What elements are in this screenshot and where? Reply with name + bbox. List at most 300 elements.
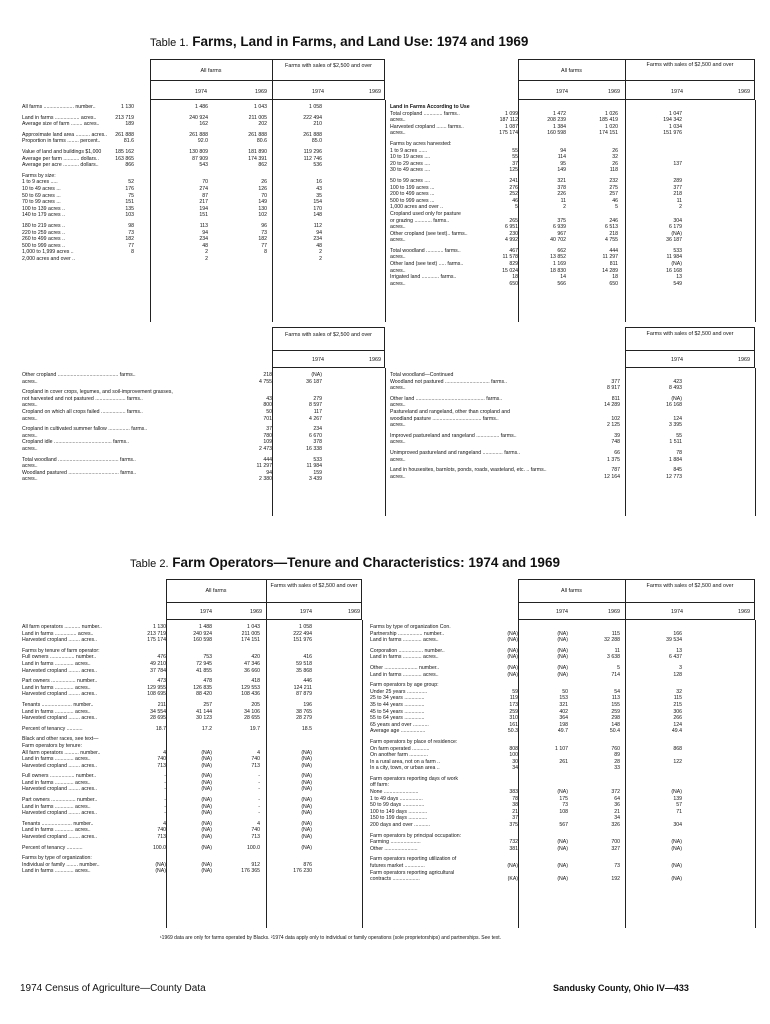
- cell-value: 112 746: [303, 155, 322, 162]
- row-label: Average size of farm ........ acres..: [22, 121, 100, 128]
- row-label: All farms ..................... number..: [22, 104, 96, 110]
- cell-value: 6 939: [553, 224, 566, 231]
- cell-value: 194 342: [663, 117, 682, 124]
- table-row: [22, 804, 362, 811]
- row-label: contracts ...................: [370, 876, 420, 883]
- row-label: Harvested cropland ........ acres..: [22, 786, 97, 793]
- cell-value: 423: [673, 378, 682, 385]
- row-label: Harvested cropland ........ acres..: [22, 762, 97, 769]
- cell-value: 1 488: [199, 624, 212, 630]
- cell-value: 135: [125, 205, 134, 212]
- row-label: acres..: [390, 402, 406, 409]
- cell-value: 119: [509, 695, 518, 702]
- row-label: acres..: [22, 402, 38, 409]
- t1-left-hdr-all: All farms: [200, 68, 222, 74]
- cell-value: 787: [611, 467, 620, 474]
- cell-value: 1 130: [121, 104, 134, 110]
- cell-value: 49.4: [671, 728, 682, 735]
- table-row: [22, 236, 384, 243]
- cell-value: 8: [264, 249, 267, 256]
- row-label: 180 to 219 acres ..: [22, 222, 65, 229]
- table-row: [370, 782, 754, 789]
- cell-value: (NA): [671, 839, 682, 846]
- cell-value: 87 879: [296, 691, 312, 698]
- t2-right-hdr-all: All farms: [561, 588, 582, 594]
- row-label: Improved pastureland and rangeland ................ farms..: [390, 432, 517, 439]
- cell-value: 780: [263, 432, 272, 439]
- cell-value: 108 436: [241, 691, 260, 698]
- cell-value: 473: [157, 678, 166, 685]
- cell-value: 377: [673, 184, 682, 191]
- cell-value: 151: [125, 199, 134, 206]
- row-label: acres..: [22, 415, 38, 422]
- cell-value: 2: [679, 204, 682, 211]
- row-label: Value of land and buildings $1,000: [22, 148, 102, 155]
- cell-value: 174 151: [599, 130, 618, 137]
- cell-value: 740: [157, 827, 166, 834]
- row-label: In a rural area, not on a farm ..: [370, 758, 441, 765]
- cell-value: 713: [157, 834, 166, 841]
- cell-value: 113: [199, 222, 208, 229]
- table-row: [390, 117, 754, 124]
- table-row: [22, 372, 384, 379]
- table-row: [22, 648, 362, 655]
- t1-left-y3: 1974: [312, 89, 324, 95]
- cell-value: 13 852: [550, 254, 566, 261]
- cell-value: 70: [202, 179, 208, 186]
- table-row: [22, 243, 384, 250]
- cell-value: 1 472: [553, 110, 566, 117]
- cell-value: 102: [611, 415, 620, 422]
- table-row: [22, 446, 384, 453]
- cell-value: 175 174: [147, 637, 166, 644]
- cell-value: 40 702: [550, 237, 566, 244]
- table-row: [390, 198, 754, 205]
- table-row: [22, 433, 384, 440]
- cell-value: (NA): [507, 654, 518, 661]
- row-label: Other land (see text) ..... farms..: [390, 261, 464, 268]
- table-row: [390, 254, 754, 261]
- table-row: [370, 789, 754, 796]
- table2-title: [130, 555, 560, 570]
- cell-value: -: [164, 779, 166, 786]
- row-label: Farm operators reporting days of work: [370, 775, 458, 782]
- cell-value: 13: [676, 274, 682, 281]
- cell-value: 650: [509, 280, 518, 287]
- cell-value: 375: [557, 217, 566, 224]
- row-label: acres..: [390, 456, 406, 463]
- cell-value: 108: [559, 808, 568, 815]
- cell-value: 34: [614, 815, 620, 822]
- table-row: [22, 132, 384, 139]
- cell-value: 46: [512, 197, 518, 204]
- cell-value: 119 296: [303, 148, 322, 155]
- cell-value: 103: [125, 212, 134, 219]
- t1-right-body: [390, 104, 754, 287]
- cell-value: 14: [560, 274, 566, 281]
- cell-value: 279: [313, 395, 322, 402]
- cell-value: 3 439: [309, 476, 322, 483]
- cell-value: 1 026: [605, 110, 618, 117]
- table-row: [22, 426, 384, 433]
- cell-value: 11 984: [666, 254, 682, 261]
- cell-value: (NA): [201, 827, 212, 834]
- row-label: Woodland not pastured ............................... farms..: [390, 378, 507, 385]
- cell-value: 28 655: [244, 715, 260, 722]
- cell-value: 4: [163, 749, 166, 756]
- row-label: 1,000 to 1,999 acres ..: [22, 249, 74, 256]
- cell-value: 151 976: [293, 637, 312, 644]
- cell-value: 59 518: [296, 660, 312, 667]
- t1-lr-y2: 1969: [738, 357, 750, 363]
- cell-value: 16 338: [306, 445, 322, 452]
- cell-value: 321: [559, 701, 568, 708]
- row-label: acres..: [390, 422, 406, 429]
- cell-value: 306: [673, 708, 682, 715]
- row-label: 140 to 179 acres ..: [22, 212, 65, 219]
- cell-value: -: [258, 786, 260, 793]
- cell-value: 49 210: [150, 660, 166, 667]
- row-label: Harvested cropland ........ acres..: [22, 834, 97, 841]
- cell-value: 208 239: [547, 117, 566, 124]
- cell-value: -: [258, 797, 260, 804]
- cell-value: -: [164, 810, 166, 817]
- cell-value: 50: [266, 408, 272, 415]
- row-label: acres..: [22, 378, 38, 385]
- row-label: acres..: [390, 385, 406, 392]
- table-row: [370, 759, 754, 766]
- cell-value: 1 486: [195, 104, 208, 110]
- cell-value: 48: [316, 242, 322, 249]
- cell-value: 241: [509, 177, 518, 184]
- table-row: [370, 746, 754, 753]
- cell-value: 114: [557, 154, 566, 161]
- cell-value: 78: [512, 795, 518, 802]
- cell-value: 173: [509, 701, 518, 708]
- cell-value: 444: [609, 247, 618, 254]
- row-label: Proportion in farms ........ percent..: [22, 138, 101, 145]
- cell-value: 96: [261, 222, 267, 229]
- cell-value: 108 695: [147, 691, 166, 698]
- table-row: [22, 834, 362, 841]
- cell-value: 6 437: [669, 654, 682, 661]
- table-row: [22, 855, 362, 862]
- cell-value: 8 597: [309, 402, 322, 409]
- table1-number: Table 1.: [150, 37, 189, 49]
- cell-value: 30 123: [196, 715, 212, 722]
- cell-value: (NA): [557, 647, 568, 654]
- table-row: [390, 422, 754, 429]
- t1-left-y1: 1974: [195, 89, 207, 95]
- cell-value: 650: [609, 280, 618, 287]
- row-label: Farms by type of organization Con.: [370, 624, 451, 630]
- cell-value: 4: [257, 820, 260, 827]
- cell-value: 153: [559, 695, 568, 702]
- cell-value: 154: [313, 199, 322, 206]
- t1-lower-left-body: [22, 372, 384, 483]
- cell-value: 257: [609, 191, 618, 198]
- cell-value: (NA): [201, 844, 212, 851]
- cell-value: 375: [509, 822, 518, 829]
- row-label: In a city, town, or urban area ..: [370, 765, 440, 772]
- row-label: 1 to 9 acres .....: [22, 179, 58, 186]
- t2-right-body: [370, 624, 754, 883]
- cell-value: 252: [509, 191, 518, 198]
- cell-value: 124: [673, 721, 682, 728]
- row-label: Farm operators reporting agricultural: [370, 869, 455, 876]
- cell-value: 760: [611, 745, 620, 752]
- table-row: [22, 821, 362, 828]
- cell-value: 4: [163, 820, 166, 827]
- table-row: [22, 416, 384, 423]
- cell-value: 662: [557, 247, 566, 254]
- cell-value: 3: [679, 664, 682, 671]
- cell-value: 18: [612, 274, 618, 281]
- cell-value: 5: [515, 204, 518, 211]
- row-label: Land in farms ............. acres..: [370, 654, 439, 661]
- cell-value: 87 909: [192, 155, 208, 162]
- cell-value: 845: [673, 467, 682, 474]
- cell-value: 275: [609, 184, 618, 191]
- row-label: Farms by tenure of farm operator:: [22, 647, 100, 654]
- cell-value: 77: [128, 242, 134, 249]
- table-row: [22, 149, 384, 156]
- cell-value: 566: [557, 280, 566, 287]
- table-row: [390, 191, 754, 198]
- row-label: 1,000 acres and over ..: [390, 204, 444, 211]
- cell-value: 151: [199, 212, 208, 219]
- table-row: [390, 185, 754, 192]
- cell-value: 163 865: [115, 155, 134, 162]
- row-label: 25 to 34 years ..............: [370, 695, 425, 702]
- row-label: 35 to 44 years ..............: [370, 701, 425, 708]
- cell-value: 740: [251, 827, 260, 834]
- cell-value: 2: [563, 204, 566, 211]
- cell-value: 14 289: [604, 402, 620, 409]
- cell-value: 185 419: [599, 117, 618, 124]
- t2-left-body: [22, 624, 362, 875]
- row-label: Percent of tenancy ...........: [22, 725, 83, 732]
- row-label: acres..: [22, 476, 38, 483]
- cell-value: 33: [614, 765, 620, 772]
- cell-value: (NA): [311, 372, 322, 378]
- table-row: [22, 402, 384, 409]
- row-label: acres..: [390, 117, 406, 124]
- row-label: acres..: [390, 224, 406, 231]
- row-label: Full owners ................. number..: [22, 654, 97, 661]
- table-row: [370, 728, 754, 735]
- cell-value: (NA): [201, 786, 212, 793]
- row-label: Tenants ..................... number..: [22, 701, 94, 708]
- cell-value: 2 473: [259, 445, 272, 452]
- row-label: acres..: [390, 267, 406, 274]
- t1-lower-right-body: [390, 372, 754, 480]
- table-row: [22, 206, 384, 213]
- cell-value: 32: [676, 688, 682, 695]
- cell-value: 12 773: [666, 473, 682, 480]
- cell-value: 549: [673, 280, 682, 287]
- table-row: [22, 156, 384, 163]
- cell-value: 47 346: [244, 660, 260, 667]
- cell-value: 112: [313, 222, 322, 229]
- row-label: Part owners ................. number..: [22, 678, 98, 685]
- cell-value: 130 809: [189, 148, 208, 155]
- row-label: woodland pasture .................................. farms..: [390, 415, 499, 422]
- row-label: Total woodland .......................................... farms..: [22, 456, 136, 463]
- cell-value: 166: [673, 630, 682, 637]
- cell-value: 1 884: [669, 456, 682, 463]
- cell-value: 170: [313, 205, 322, 212]
- cell-value: 55: [676, 432, 682, 439]
- cell-value: 85.0: [311, 138, 322, 145]
- t2-left-y3: 1974: [300, 609, 312, 615]
- table-row: [22, 379, 384, 386]
- cell-value: (NA): [557, 789, 568, 796]
- cell-value: 2: [319, 255, 322, 262]
- cell-value: 240 924: [189, 114, 208, 121]
- table-row: [390, 124, 754, 131]
- row-label: 200 days and over ...........: [370, 822, 430, 829]
- cell-value: 1 034: [669, 123, 682, 130]
- cell-value: 92.0: [197, 138, 208, 145]
- table-row: [22, 654, 362, 661]
- cell-value: 36 187: [666, 237, 682, 244]
- cell-value: -: [164, 803, 166, 810]
- cell-value: 73: [614, 863, 620, 869]
- table-row: [370, 833, 754, 840]
- table-row: [390, 396, 754, 403]
- row-label: 150 to 199 days .............: [370, 815, 428, 822]
- cell-value: 478: [203, 678, 212, 685]
- cell-value: 66: [614, 449, 620, 456]
- t2-left-y2: 1969: [250, 609, 262, 615]
- cell-value: 43: [266, 395, 272, 402]
- cell-value: 372: [611, 789, 620, 796]
- row-label: Percent of tenancy ...........: [22, 844, 83, 851]
- row-label: not harvested and not pastured ..................... farms..: [22, 395, 143, 402]
- table-row: [370, 870, 754, 877]
- row-label: On farm operated ............: [370, 745, 430, 752]
- t2-left-hdr-sales: Farms with sales of $2,500 and over: [270, 583, 358, 589]
- table-row: [22, 661, 362, 668]
- cell-value: 276: [509, 184, 518, 191]
- table-row: [390, 439, 754, 446]
- cell-value: 126: [258, 185, 267, 192]
- cell-value: 2 380: [259, 476, 272, 483]
- table-row: [370, 672, 754, 679]
- t2-left-y1: 1974: [200, 609, 212, 615]
- table-row: [22, 691, 362, 698]
- table-row: [390, 231, 754, 238]
- cell-value: 34 554: [150, 708, 166, 715]
- row-label: Farm operators by tenure:: [22, 742, 82, 749]
- t1-left-y4: 1969: [369, 89, 381, 95]
- cell-value: 11: [560, 197, 566, 204]
- cell-value: 176 365: [241, 868, 260, 875]
- table-row: [22, 797, 362, 804]
- cell-value: 128: [673, 671, 682, 678]
- cell-value: (NA): [557, 876, 568, 883]
- cell-value: 259: [509, 708, 518, 715]
- row-label: 100 to 149 days .............: [370, 808, 428, 815]
- cell-value: 289: [673, 177, 682, 184]
- cell-value: 80.6: [256, 138, 267, 145]
- table-row: [370, 637, 754, 644]
- cell-value: 868: [673, 745, 682, 752]
- cell-value: 298: [611, 715, 620, 722]
- table-row: [390, 161, 754, 168]
- table-row: [390, 130, 754, 137]
- table-row: [22, 726, 362, 733]
- row-label: 10 to 49 acres ...: [22, 185, 61, 192]
- row-label: None ........................: [370, 789, 419, 796]
- cell-value: 41 855: [196, 667, 212, 674]
- t1-right-y3: 1974: [671, 89, 683, 95]
- table-row: [370, 822, 754, 829]
- row-label: Cropland used only for pasture: [390, 210, 461, 217]
- cell-value: 866: [125, 162, 134, 169]
- cell-value: 139: [673, 795, 682, 802]
- row-label: Other .......................: [370, 845, 418, 852]
- row-label: Total woodland ............ farms..: [390, 247, 461, 254]
- cell-value: 94: [316, 229, 322, 236]
- cell-value: 16 168: [666, 402, 682, 409]
- cell-value: (NA): [201, 779, 212, 786]
- cell-value: 37: [266, 426, 272, 433]
- table-row: [22, 702, 362, 709]
- row-label: 1 to 9 acres ......: [390, 147, 428, 154]
- table-row: [370, 796, 754, 803]
- row-label: 45 to 54 years ..............: [370, 708, 425, 715]
- t1-ll-hdr-sales: Farms with sales of $2,500 and over: [285, 332, 372, 338]
- row-label: 500 to 999 acres ...: [390, 197, 435, 204]
- row-label: 50 to 99 acres ....: [390, 177, 431, 184]
- cell-value: 43: [316, 185, 322, 192]
- row-label: Under 25 years ..............: [370, 688, 428, 695]
- row-label: Land in farms ............. acres..: [22, 660, 91, 667]
- cell-value: 5: [615, 204, 618, 211]
- t2-right-y2: 1969: [608, 609, 620, 615]
- table-row: [22, 845, 362, 852]
- cell-value: 218: [263, 372, 272, 378]
- cell-value: 77: [261, 242, 267, 249]
- t2-right-y1: 1974: [556, 609, 568, 615]
- cell-value: 129 955: [147, 684, 166, 691]
- cell-value: 73: [128, 229, 134, 236]
- cell-value: 261 888: [303, 131, 322, 138]
- row-label: Land in farms ............. acres..: [22, 868, 91, 875]
- cell-value: 257: [203, 701, 212, 708]
- table-row: [370, 654, 754, 661]
- row-label: Land in farms ............. acres..: [22, 684, 91, 691]
- t1-right-hdr-sales: Farms with sales of $2,500 and over: [646, 62, 734, 68]
- cell-value: 115: [611, 630, 620, 637]
- cell-value: (NA): [301, 803, 312, 810]
- row-label: 500 to 999 acres ..: [22, 242, 65, 249]
- cell-value: 181 890: [248, 148, 267, 155]
- cell-value: 1 058: [309, 104, 322, 110]
- row-label: Farms by acres harvested:: [390, 140, 452, 147]
- cell-value: 36: [614, 802, 620, 809]
- row-label: Harvested cropland ........ acres..: [22, 810, 97, 817]
- cell-value: 1 384: [553, 123, 566, 130]
- table-row: [390, 261, 754, 268]
- cell-value: 11: [614, 647, 620, 654]
- cell-value: 713: [251, 834, 260, 841]
- cell-value: 304: [673, 822, 682, 829]
- cell-value: 4: [257, 749, 260, 756]
- cell-value: 37 784: [150, 667, 166, 674]
